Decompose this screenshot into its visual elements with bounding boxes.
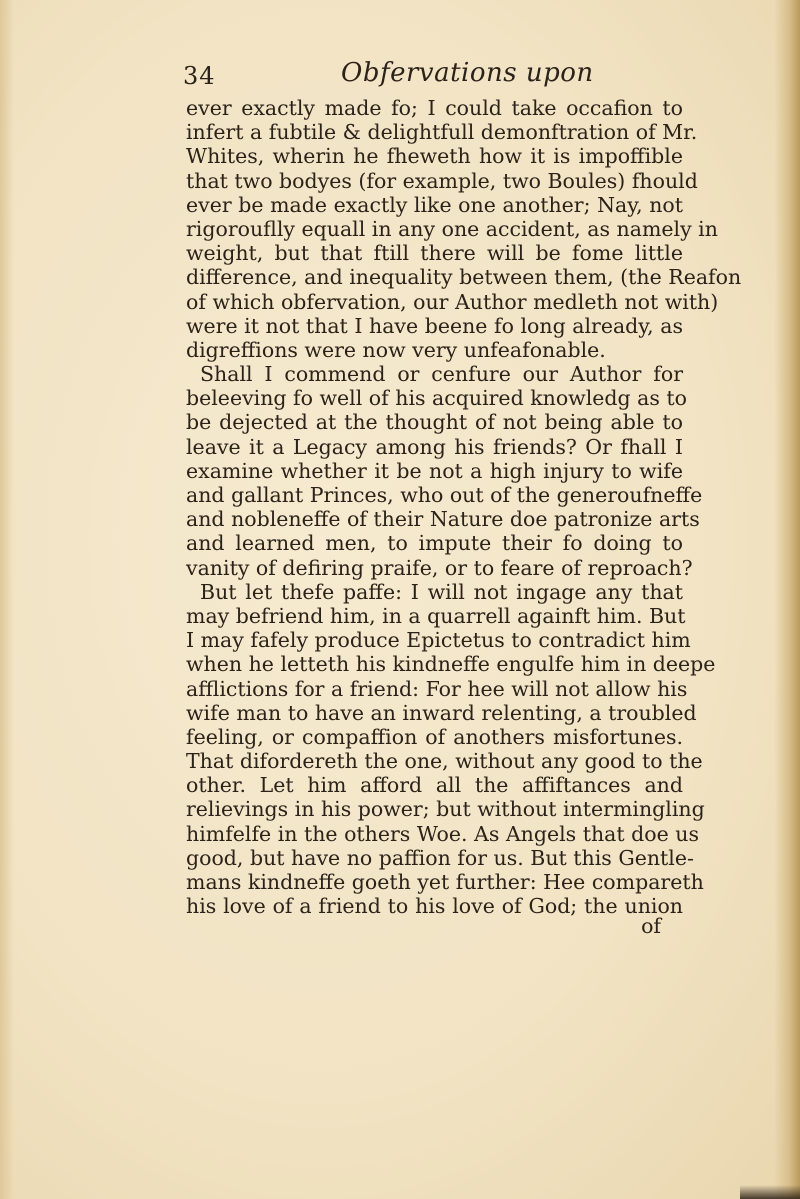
text-line: good, but have no paffion for us. But this Gentle- — [186, 845, 694, 870]
page-left-edge — [0, 0, 14, 1199]
text-line: and learned men, to impute their fo doing to — [186, 531, 683, 556]
text-line: ever exactly made fo; I could take occafion to — [186, 96, 683, 120]
text-line: other. Let him afford all the affiftances and — [186, 773, 683, 798]
text-line: mans kindneffe goeth yet further: Hee compareth — [186, 870, 704, 894]
text-line: be dejected at the thought of not being able to — [186, 410, 683, 435]
paragraph-end-line: vanity of defiring praife, or to feare of reproach? — [186, 555, 693, 580]
paragraph-start-line: But let thefe paffe: I will not ingage any that — [200, 579, 683, 604]
text-line: and nobleneffe of their Nature doe patronize arts — [186, 507, 700, 532]
page-corner-shadow — [740, 1185, 800, 1199]
paragraph-start-line: Shall I commend or cenfure our Author for — [200, 362, 683, 387]
text-line: Whites, wherin he fheweth how it is impoffible — [186, 144, 683, 169]
text-line: were it not that I have beene fo long already, as — [186, 313, 683, 338]
text-line: relievings in his power; but without intermingling — [186, 797, 705, 822]
body-text — [186, 96, 742, 939]
text-line: I may fafely produce Epictetus to contradict him — [186, 628, 691, 653]
text-line: ever be made exactly like one another; Nay, not — [186, 192, 683, 217]
text-line: that two bodyes (for example, two Boules) fhould — [186, 168, 698, 193]
text-line: That difordereth the one, without any good to the — [186, 749, 703, 774]
text-line: may befriend him, in a quarrell againft him. But — [186, 603, 686, 628]
text-line: infert a fubtile & delightfull demonftration of Mr. — [186, 120, 698, 145]
text-line: difference, and inequality between them, (the Reafon — [186, 265, 742, 290]
running-title: Obfervations upon — [341, 58, 594, 88]
text-line: examine whether it be not a high injury to wife — [186, 458, 683, 483]
text-line: himfelfe in the others Woe. As Angels that doe us — [186, 821, 699, 846]
paragraph-end-line: digreffions were now very unfeafonable. — [186, 337, 606, 362]
text-line: and gallant Princes, who out of the generoufneffe — [186, 483, 703, 507]
text-line: wife man to have an inward relenting, a troubled — [186, 700, 697, 725]
page-right-edge — [774, 0, 800, 1199]
text-line: feeling, or compaffion of anothers misfortunes. — [186, 724, 683, 749]
text-line: beleeving fo well of his acquired knowledg as to — [186, 386, 688, 411]
text-line: weight, but that ftill there will be fome little — [186, 241, 683, 266]
page-number: 34 — [183, 62, 216, 90]
text-line: rigorouflly equall in any one accident, as namely in — [186, 216, 718, 241]
text-line: of which obfervation, our Author medleth not with) — [186, 289, 719, 314]
text-line: leave it a Legacy among his friends? Or fhall I — [186, 434, 683, 459]
text-line: his love of a friend to his love of God; the union — [186, 894, 683, 919]
page-header — [183, 58, 683, 98]
text-line: when he letteth his kindneffe engulfe him in deepe — [186, 652, 716, 677]
catchword: of — [641, 914, 661, 939]
text-line: afflictions for a friend: For hee will not allow his — [186, 676, 688, 701]
